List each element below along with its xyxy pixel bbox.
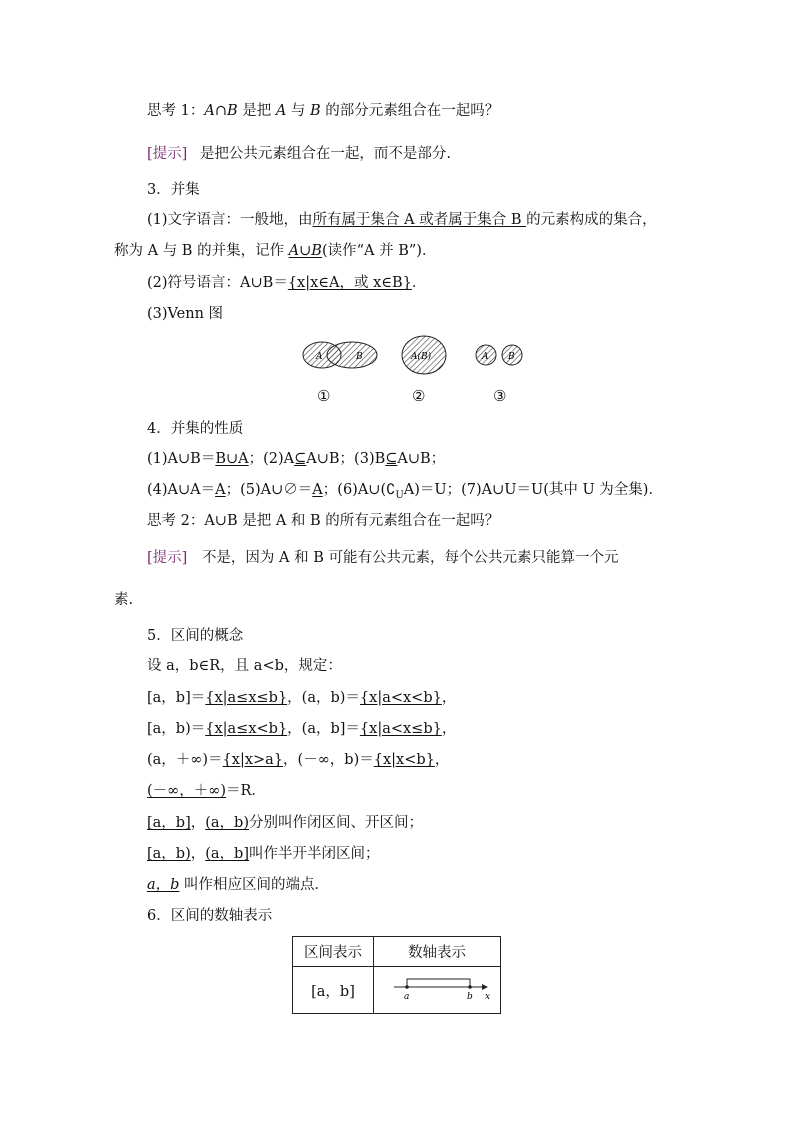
venn-label: A: [316, 352, 323, 362]
s5-line0: 设 a，b∈R，且 a<b，规定：: [147, 658, 342, 674]
s5-line5: [a，b]，(a，b)分别叫作闭区间、开区间；: [147, 815, 423, 831]
venn-label: A: [482, 352, 489, 362]
s4-line2: (4)A∪A＝A；(5)A∪∅＝A；$(6)A\cup(∁_UA)=U$；(7)A∪U＝U(其中 U 为全集)．: [147, 482, 663, 501]
venn-caption-2: ②: [412, 387, 426, 405]
venn-1: [303, 342, 377, 368]
hint1-line: [提示] 是把公共元素组合在一起，而不是部分.: [147, 146, 452, 162]
axis-label: x: [485, 992, 491, 1002]
think2-line: 思考 2：A∪B 是把 A 和 B 的所有元素组合在一起吗？: [147, 513, 500, 529]
section-6-heading: 6．区间的数轴表示: [147, 908, 273, 924]
s5-line7: a，b 叫作相应区间的端点．: [147, 877, 330, 893]
table-cell-axis: [374, 967, 501, 1014]
think1-line: 思考 1：A∩B 是把 A 与 B 的部分元素组合在一起吗？: [147, 103, 500, 119]
venn-caption-3: ③: [493, 387, 507, 405]
hint2-cont: 素.: [114, 592, 134, 608]
venn-caption-1: ①: [317, 387, 331, 405]
hint-tag: [提示]: [147, 550, 188, 566]
s3-line3: (2)符号语言：A∪B＝{x|x∈A，或 x∈B}．: [147, 275, 427, 291]
table-header: 数轴表示: [374, 937, 501, 967]
venn-label: B: [356, 352, 363, 362]
section-5-heading: 5．区间的概念: [147, 628, 244, 644]
venn-diagrams: [296, 335, 536, 380]
venn-3: [476, 345, 522, 365]
table-header: 区间表示: [293, 937, 374, 967]
venn-label: A(B): [411, 352, 432, 362]
venn-2: [402, 336, 446, 374]
s5-line1: [a，b]＝{x|a≤x≤b}，(a，b)＝{x|a<x<b}，: [147, 690, 457, 706]
table-cell-interval: [a，b]: [293, 967, 374, 1014]
s5-line3: (a，＋∞)＝{x|x>a}，(－∞，b)＝{x|x<b}，: [147, 752, 450, 768]
number-line: [382, 973, 492, 1003]
venn-label: B: [508, 352, 515, 362]
s3-line1: (1)文字语言：一般地，由所有属于集合 A 或者属于集合 B 的元素构成的集合，: [147, 212, 657, 228]
hint-tag: [提示]: [147, 146, 188, 162]
section-4-heading: 4．并集的性质: [147, 421, 244, 437]
axis-label: b: [467, 992, 473, 1002]
section-3-heading: 3．并集: [147, 182, 200, 198]
s3-line2: 称为 A 与 B 的并集，记作 A∪B(读作“A 并 B”)．: [114, 243, 437, 259]
s3-line4: (3)Venn 图: [147, 306, 224, 322]
interval-table: [292, 936, 501, 1014]
s4-line1: (1)A∪B＝B∪A；(2)A⊆A∪B；(3)B⊆A∪B；: [147, 451, 446, 467]
s5-line4: (－∞，＋∞)＝R．: [147, 783, 266, 799]
axis-label: a: [404, 992, 410, 1002]
s5-line2: [a，b)＝{x|a≤x<b}，(a，b]＝{x|a<x≤b}，: [147, 721, 457, 737]
s5-line6: [a，b)，(a，b]叫作半开半闭区间；: [147, 846, 380, 862]
hint2-line: [提示] 不是，因为 A 和 B 可能有公共元素，每个公共元素只能算一个元: [147, 550, 619, 566]
